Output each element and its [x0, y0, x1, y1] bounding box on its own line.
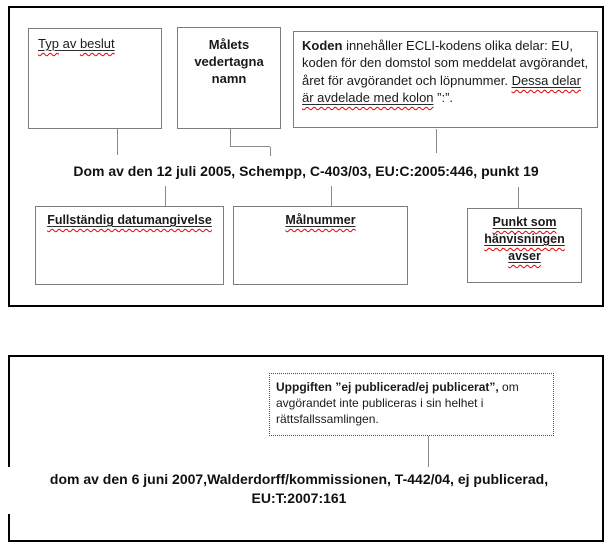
- connector-name-elbow: [230, 129, 270, 147]
- case-number-label: Målnummer: [285, 213, 356, 227]
- unpublished-note-box: [269, 373, 554, 436]
- case-number-box: [233, 206, 408, 285]
- unpublished-note-body: om avgörandet inte publiceras i sin helhet i rättsfallssamlingen.: [276, 380, 519, 426]
- citation-2-line-1: dom av den 6 juni 2007,Walderdorff/kommissionen, T-442/04, ej publicerad,: [49, 471, 549, 487]
- connector-paragraph-line: [518, 187, 519, 208]
- connector-code-line: [436, 129, 437, 153]
- unpublished-note-lead: Uppgiften ”ej publicerad/ej publicerat”,: [276, 380, 499, 394]
- citation-2-line-2: EU:T:2007:161: [251, 490, 347, 506]
- case-name-label: Målets vedertagna namn: [194, 37, 264, 86]
- type-of-decision-box: [28, 28, 162, 129]
- ecli-code-box: [293, 31, 598, 128]
- connector-name-stub: [270, 147, 271, 156]
- case-name-box: [177, 27, 281, 129]
- connector-type-line: [117, 129, 118, 155]
- paragraph-label: Punkt som hänvisningen avser: [484, 215, 565, 263]
- paragraph-box: [467, 208, 582, 283]
- type-of-decision-label: Typ av beslut: [38, 36, 115, 51]
- ecli-code-tail: ”:”.: [433, 90, 454, 106]
- connector-note-line: [428, 436, 429, 470]
- connector-date-line: [165, 186, 166, 206]
- ecli-code-body: innehåller ECLI-kodens olika delar: EU, koden för den domstol som meddelat avgörandet, året för avgörandet och löpnummer.: [302, 38, 589, 88]
- citation-example-1: Dom av den 12 juli 2005, Schempp, C-403/03, EU:C:2005:446, punkt 19: [73, 163, 539, 179]
- ecli-code-lead: Koden: [302, 38, 343, 53]
- full-date-label: Fullständig datumangivelse: [47, 213, 212, 227]
- connector-casenumber-line: [331, 186, 332, 206]
- ecli-code-underlined: Dessa delar är avdelade med kolon: [302, 72, 581, 106]
- full-date-box: [35, 206, 224, 285]
- citation-example-2: [2, 467, 596, 514]
